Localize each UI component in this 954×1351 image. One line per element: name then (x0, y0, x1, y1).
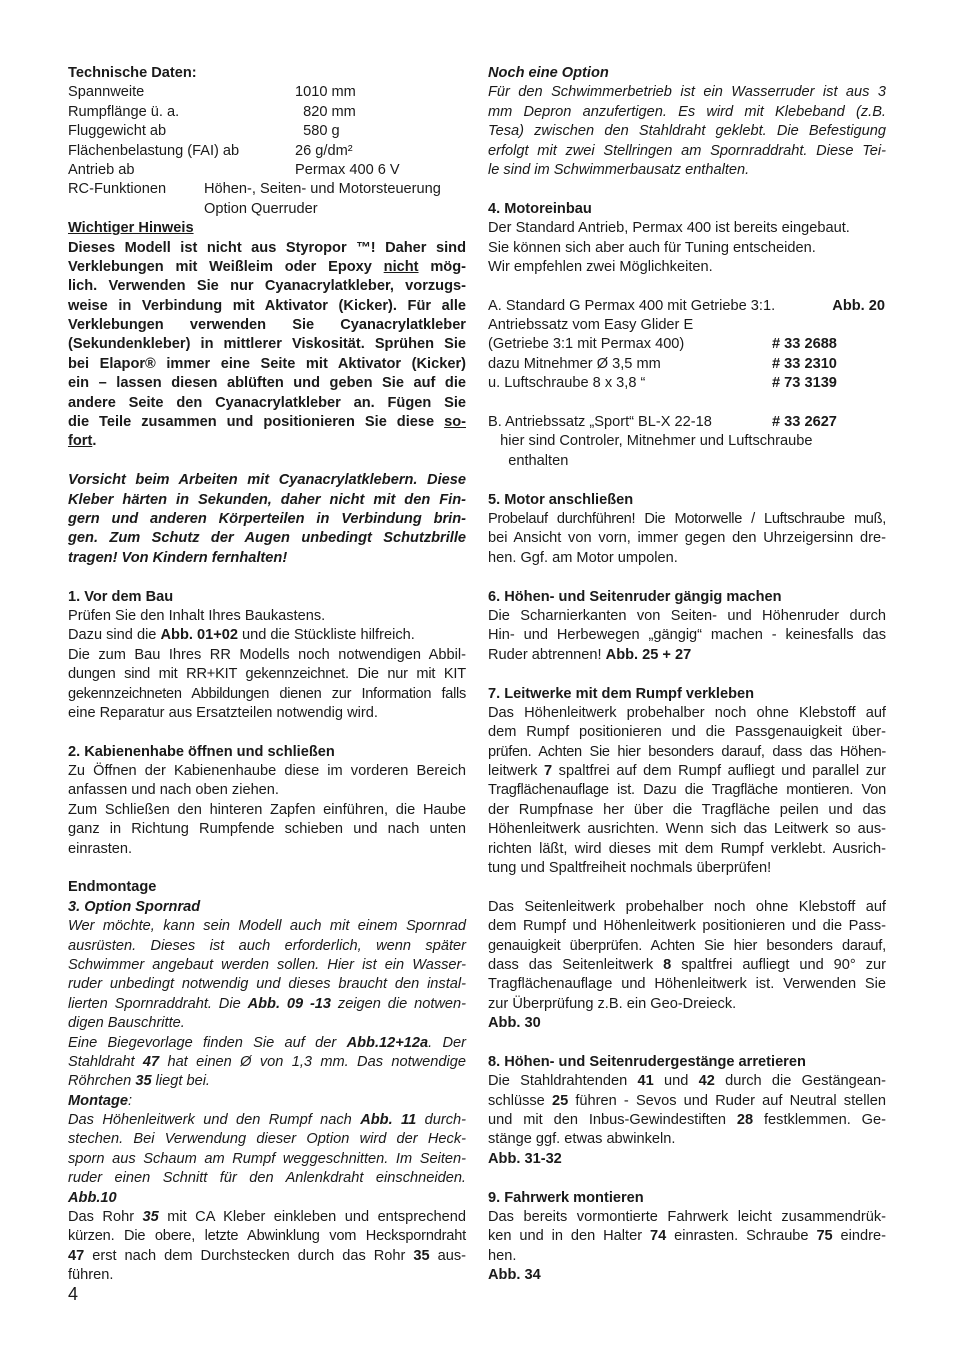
tech-row: Spannweite 1010 mm (68, 84, 356, 101)
section-7-heading: 7. Leitwerke mit dem Rumpf verkleben (488, 685, 755, 702)
page-number: 4 (68, 1284, 79, 1304)
tech-row: Antrieb ab Permax 400 6 V (68, 161, 400, 178)
option-b-row: B. Antriebssatz „Sport“ BL-X 22-18 # 33 2627 (488, 414, 837, 431)
section-8-heading: 8. Höhen- und Seitenrudergestänge arretieren (488, 1053, 806, 1070)
section-9-text: Das bereits vormontierte Fahrwerk leicht zusammendrük- ken und in den Halter 74 einrasten. Schraube 75 eindre- hen. Abb. 34 (488, 1209, 886, 1284)
tech-row: Flächenbelastung (FAI) ab 26 g/dm² (68, 142, 353, 159)
tech-row: Rumpflänge ü. a. 820 mm (68, 103, 356, 120)
section-6-heading: 6. Höhen- und Seitenruder gängig machen (488, 588, 782, 605)
section-6-text: Die Scharnierkanten von Seiten- und Höhenruder durch Hin- und Herbewegen „gängig“ machen - keinesfalls das Ruder abtrennen! Abb. 25 + 27 (488, 607, 886, 663)
section-3-text-cont: Das Rohr 35 mit CA Kleber einkleben und entsprechend kürzen. Die obere, letzte Abwinklung vom Hecksporndraht 47 erst nach dem Durchstecken durch das Rohr 35 aus- führen. (68, 1209, 467, 1284)
part-row: dazu Mitnehmer Ø 3,5 mm # 33 2310 (488, 355, 837, 372)
section-2-text: Zu Öffnen der Kabienenhaube diese im vorderen Bereich anfassen und nach oben ziehen. Zum Schließen den hinteren Zapfen einführen, die Haube ganz in Richtung Rumpfende schieben und nach unten einrasten. (68, 763, 466, 857)
section-3-heading: 3. Option Spornrad (68, 898, 201, 915)
section-7-text: Das Höhenleitwerk probehalber noch ohne Klebstoff auf dem Rumpf positionieren und die Passgenauigkeit über- prüfen. Achten Sie hier besonders darauf, dass das Höhen- leitwerk 7 spaltfrei auf dem Rumpf aufliegt und parallel zur Tragflächenauflage ist. Dazu die Tragfläche montieren. Von der Rumpfnase her über die Tragfläche peilen und das Höhenleitwerk ausrichten. Wenn sich das Leitwerk so aus- richten läßt, wird dieses mit dem Rumpf verklebt. Ausrich- tung und Spaltfreiheit nochmals überprüfen! Das Seitenleitwerk probehalber noch ohne Klebstoff auf dem Rumpf und Höhenleitwerk positionieren und die Pass- genauigkeit überprüfen. Achten Sie hier besonders darauf, dass das Seitenleitwerk 8 spaltfrei aufliegt und 90° zur Tragflächenauflage und Höhenleitwerk ist. Verwenden Sie zur Überprüfung z.B. ein Geo-Dreieck. Abb. 30 (488, 704, 886, 1032)
tech-row-rc: RC-Funktionen Höhen-, Seiten- und Motorsteuerung (68, 181, 441, 198)
section-4-text: Der Standard Antrieb, Permax 400 ist bereits eingebaut. Sie können sich aber auch für Tuning entscheiden. Wir empfehlen zwei Möglichkeiten. A. Standard G Permax 400 mit Getriebe 3:1. Abb. 20 Antriebssatz vom Easy Glider E (Getriebe 3:1 mit Permax 400) # 33 2688 dazu Mitnehmer Ø 3,5 mm # 33 2310 u. Luftschraube 8 x 3,8 “ # 73 3139 B. Antriebssatz „Sport“ BL-X 22-18 # 33 2627 hier sind Controler, Mitnehmer und Luftschraube enthalten (488, 220, 885, 469)
section-1-heading: 1. Vor dem Bau (68, 588, 174, 605)
tech-row: Fluggewicht ab 580 g (68, 123, 340, 140)
tech-data-heading: Technische Daten: (68, 65, 197, 81)
option-heading: Noch eine Option (488, 65, 609, 81)
section-3-text: Wer möchte, kann sein Modell auch mit einem Spornrad ausrüsten. Dieses ist auch erforderlich, wenn später Schwimmer angebaut werden sollen. Hier ist ein Wasser- ruder unbedingt notwendig und dieses braucht den instal- lierten Spornraddraht. Die Abb. 09 -13 zeigen die notwen- digen Bauschritte. Eine Biegevorlage finden Sie auf der Abb.12+12a. Der Stahldraht 47 hat einen Ø von 1,3 mm. Das notwendige Röhrchen 35 liegt bei. Montage: Das Höhenleitwerk und den Rumpf nach Abb. 11 durch- stechen. Bei Verwendung dieser Option wird der Heck- sporn aus Schaum am Rumpf weggeschnitten. Im Seiten- ruder einen Schnitt für den Anlenkdraht einschneiden. Abb.10 (68, 918, 467, 1206)
section-1-text: Prüfen Sie den Inhalt Ihres Baukastens. Dazu sind die Abb. 01+02 und die Stückliste hilfreich. Die zum Bau Ihres RR Modells noch notwendigen Abbil- dungen sind mit RR+KIT gekennzeichnet. Die nur mit KIT gekennzeichneten Abbildungen dienen zur Information falls eine Reparatur aus Ersatzteilen notwendig wird. (68, 607, 466, 721)
part-row: u. Luftschraube 8 x 3,8 “ # 73 3139 (488, 375, 837, 392)
section-9-heading: 9. Fahrwerk montieren (488, 1189, 644, 1206)
part-row: (Getriebe 3:1 mit Permax 400) # 33 2688 (488, 336, 837, 353)
option-text: Für den Schwimmerbetrieb ist ein Wasserruder ist aus 3 mm Depron anzufertigen. Es wird mit Klebeband (z.B. Tesa) zwischen den Stahldraht geklebt. Die Befestigung erfolgt mit zwei Stellringen am Spornraddraht. Diese Tei- le sind im Schwimmerbausatz enthalten. (488, 84, 886, 178)
caution-text: Vorsicht beim Arbeiten mit Cyanacrylatklebern. Diese Kleber härten in Sekunden, daher nicht mit den Fin- gern und anderen Körperteilen in Verbindung brin- gen. Zum Schutz der Augen unbedingt Schutzbrille tragen! Von Kindern fernhalten! (68, 472, 466, 566)
final-assembly-heading: Endmontage (68, 879, 157, 896)
left-column (68, 64, 466, 1286)
section-8-text: Die Stahldrahtenden 41 und 42 durch die Gestängean- schlüsse 25 führen - Sevos und Ruder auf Neutral stellen und mit den Inbus-Gewindestiften 28 festklemmen. Ge- stänge ggf. etwas abwinkeln. Abb. 31-32 (488, 1073, 887, 1167)
option-a-row: A. Standard G Permax 400 mit Getriebe 3:1. Abb. 20 (488, 297, 885, 314)
section-2-heading: 2. Kabienenhabe öffnen und schließen (68, 743, 335, 760)
important-note-text: Dieses Modell ist nicht aus Styropor ™! Daher sind Verklebungen mit Weißleim oder Epoxy nicht mög- lich. Verwenden Sie nur Cyanacrylatkleber, vorzugs- weise in Verbindung mit Aktivator (Kicker). Für alle Verklebungen verwenden Sie Cyanacrylatkleber (Sekundenkleber) in mittlerer Viskosität. Sprühen Sie bei Elapor® immer eine Seite mit Aktivator (Kicker) ein – lassen diesen ablüften und geben Sie auf die andere Seite den Cyanacrylatkleber an. Fügen Sie die Teile zusammen und positionieren Sie diese so- fort. (68, 239, 466, 450)
section-5-text: Probelauf durchführen! Die Motorwelle / Luftschraube muß, bei Ansicht von vorn, immer gegen den Uhrzeigersinn dre- hen. Ggf. am Motor umpolen. (488, 510, 886, 566)
important-note-heading: Wichtiger Hinweis (68, 220, 194, 237)
section-5-heading: 5. Motor anschließen (488, 491, 634, 508)
section-4-heading: 4. Motoreinbau (488, 200, 592, 217)
tech-row-rc-option: Option Querruder (204, 200, 318, 217)
right-column (488, 64, 886, 1286)
